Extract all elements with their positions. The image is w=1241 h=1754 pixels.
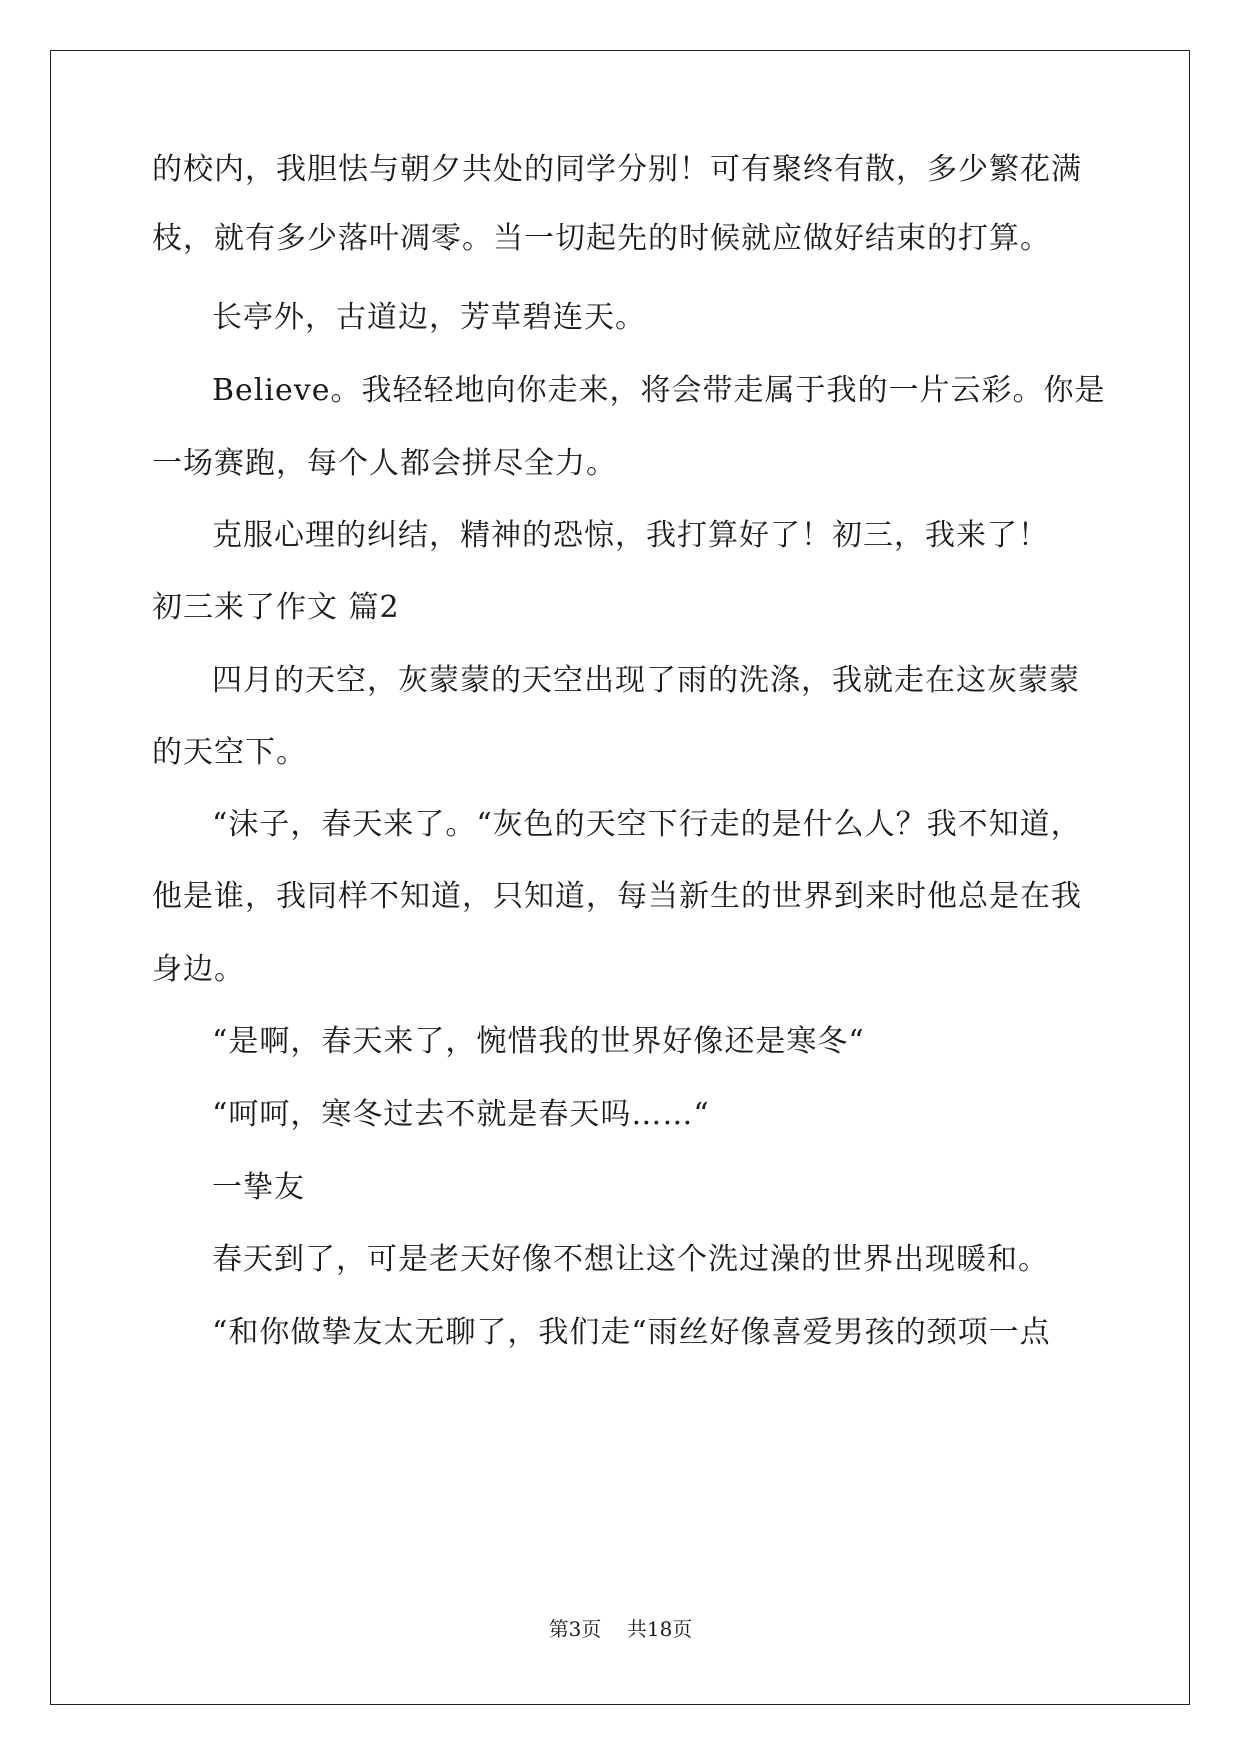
text-line: 四月的天空，灰蒙蒙的天空出现了雨的洗涤，我就走在这灰蒙蒙 xyxy=(212,663,1080,698)
text-line: “沫子，春天来了。“灰色的天空下行走的是什么人？我不知道， xyxy=(212,807,1082,842)
text-line: “和你做挚友太无聊了，我们走“雨丝好像喜爱男孩的颈项一点 xyxy=(212,1315,1051,1350)
text-line: 的天空下。 xyxy=(152,735,307,770)
text-line: 一挚友 xyxy=(212,1170,305,1205)
text-line: “是啊，春天来了，惋惜我的世界好像还是寒冬“ xyxy=(212,1024,865,1059)
text-line: 一场赛跑，每个人都会拼尽全力。 xyxy=(152,446,617,481)
text-line: 枝，就有多少落叶凋零。当一切起先的时候就应做好结束的打算。 xyxy=(152,221,1051,256)
page-number-footer: 第3页 共18页 xyxy=(548,1617,693,1641)
text-line: “呵呵，寒冬过去不就是春天吗……“ xyxy=(212,1097,710,1132)
text-line: 他是谁，我同样不知道，只知道，每当新生的世界到来时他总是在我 xyxy=(152,879,1082,914)
text-line: 的校内，我胆怯与朝夕共处的同学分别！可有聚终有散，多少繁花满 xyxy=(152,152,1082,187)
text-line: 长亭外，古道边，芳草碧连天。 xyxy=(212,300,646,335)
text-line: 身边。 xyxy=(152,952,245,987)
section-heading: 初三来了作文 篇2 xyxy=(152,590,400,625)
text-line: Believe。我轻轻地向你走来，将会带走属于我的一片云彩。你是 xyxy=(212,373,1106,408)
text-line: 春天到了，可是老天好像不想让这个洗过澡的世界出现暖和。 xyxy=(212,1242,1049,1277)
text-line: 克服心理的纠结，精神的恐惊，我打算好了！初三，我来了！ xyxy=(212,518,1049,553)
